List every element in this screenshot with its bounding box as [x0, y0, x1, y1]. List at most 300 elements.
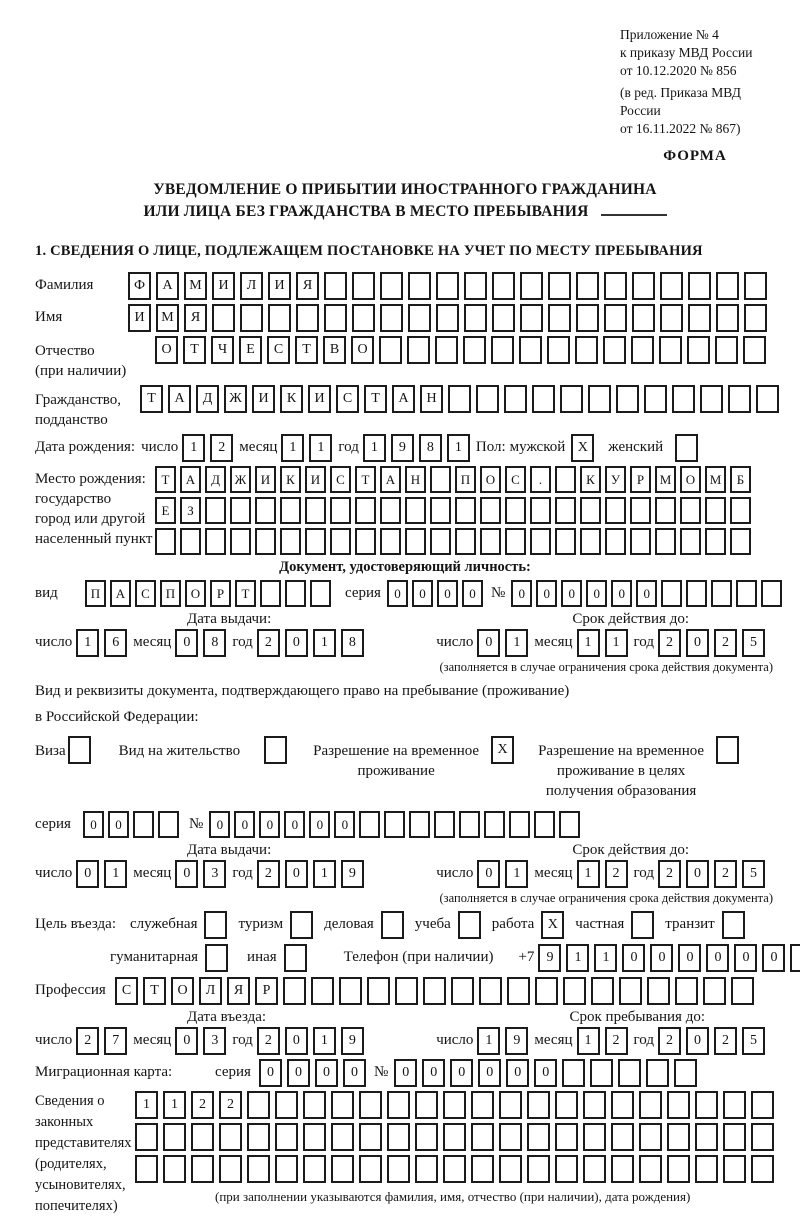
char-box[interactable] — [520, 304, 543, 332]
char-box[interactable]: 2 — [210, 434, 233, 462]
char-box[interactable] — [324, 272, 347, 300]
char-box[interactable] — [219, 1155, 242, 1183]
char-box[interactable] — [605, 497, 626, 524]
char-box[interactable] — [415, 1091, 438, 1119]
char-box[interactable]: 0 — [622, 944, 645, 972]
char-box[interactable] — [576, 272, 599, 300]
char-box[interactable] — [480, 497, 501, 524]
char-box[interactable]: 0 — [678, 944, 701, 972]
char-box[interactable] — [247, 1155, 270, 1183]
char-box[interactable]: М — [184, 272, 207, 300]
char-box[interactable] — [212, 304, 235, 332]
char-box[interactable]: 1 — [76, 629, 99, 657]
char-box[interactable] — [711, 580, 732, 607]
char-box[interactable] — [659, 336, 682, 364]
char-box[interactable] — [430, 466, 451, 493]
char-box[interactable] — [723, 1123, 746, 1151]
char-box[interactable]: Е — [239, 336, 262, 364]
char-box[interactable]: М — [655, 466, 676, 493]
char-box[interactable] — [311, 977, 334, 1005]
char-box[interactable]: Т — [364, 385, 387, 413]
char-box[interactable] — [630, 528, 651, 555]
char-box[interactable] — [435, 336, 458, 364]
char-box[interactable]: 0 — [561, 580, 582, 607]
char-box[interactable]: 0 — [309, 811, 330, 838]
char-box[interactable]: 0 — [437, 580, 458, 607]
char-box[interactable]: М — [156, 304, 179, 332]
char-box[interactable]: 3 — [203, 1027, 226, 1055]
char-box[interactable]: И — [255, 466, 276, 493]
char-box[interactable] — [616, 385, 639, 413]
char-box[interactable]: 5 — [742, 1027, 765, 1055]
char-box[interactable] — [535, 977, 558, 1005]
char-box[interactable] — [743, 336, 766, 364]
char-box[interactable] — [405, 528, 426, 555]
char-box[interactable] — [590, 1059, 613, 1087]
char-box[interactable] — [555, 1123, 578, 1151]
char-box[interactable]: 0 — [422, 1059, 445, 1087]
char-box[interactable]: Е — [155, 497, 176, 524]
char-box[interactable]: 1 — [447, 434, 470, 462]
char-box[interactable]: К — [280, 466, 301, 493]
char-box[interactable] — [703, 977, 726, 1005]
char-box[interactable]: А — [168, 385, 191, 413]
char-box[interactable] — [305, 497, 326, 524]
char-box[interactable]: Д — [205, 466, 226, 493]
char-box[interactable] — [331, 1091, 354, 1119]
char-box[interactable]: З — [180, 497, 201, 524]
char-box[interactable] — [751, 1155, 774, 1183]
char-box[interactable] — [380, 497, 401, 524]
char-box[interactable]: 0 — [343, 1059, 366, 1087]
char-box[interactable]: Р — [255, 977, 278, 1005]
char-box[interactable] — [455, 528, 476, 555]
char-box[interactable] — [247, 1091, 270, 1119]
char-box[interactable]: С — [267, 336, 290, 364]
char-box[interactable] — [603, 336, 626, 364]
char-box[interactable] — [448, 385, 471, 413]
char-box[interactable]: 1 — [135, 1091, 158, 1119]
char-box[interactable] — [563, 977, 586, 1005]
char-box[interactable]: Ф — [128, 272, 151, 300]
char-box[interactable]: 2 — [76, 1027, 99, 1055]
char-box[interactable] — [230, 497, 251, 524]
char-box[interactable] — [384, 811, 405, 838]
char-box[interactable] — [639, 1091, 662, 1119]
char-box[interactable] — [163, 1123, 186, 1151]
char-box[interactable] — [705, 497, 726, 524]
char-box[interactable]: 1 — [505, 860, 528, 888]
char-box[interactable]: Т — [140, 385, 163, 413]
char-box[interactable]: 0 — [175, 629, 198, 657]
char-box[interactable]: 9 — [341, 1027, 364, 1055]
char-box[interactable]: К — [280, 385, 303, 413]
char-box[interactable] — [667, 1123, 690, 1151]
char-box[interactable] — [605, 528, 626, 555]
char-box[interactable] — [619, 977, 642, 1005]
char-box[interactable]: М — [705, 466, 726, 493]
char-box[interactable] — [191, 1155, 214, 1183]
char-box[interactable] — [730, 528, 751, 555]
char-box[interactable] — [423, 977, 446, 1005]
char-box[interactable] — [751, 1123, 774, 1151]
char-box[interactable]: О — [480, 466, 501, 493]
char-box[interactable]: 9 — [341, 860, 364, 888]
char-box[interactable]: П — [160, 580, 181, 607]
char-box[interactable]: А — [180, 466, 201, 493]
char-box[interactable] — [504, 385, 527, 413]
char-box[interactable]: 1 — [605, 629, 628, 657]
char-box[interactable] — [331, 1155, 354, 1183]
char-box[interactable]: 2 — [257, 1027, 280, 1055]
char-box[interactable] — [700, 385, 723, 413]
char-box[interactable] — [330, 528, 351, 555]
residence-permit-checkbox[interactable] — [264, 736, 287, 764]
study-checkbox[interactable] — [458, 911, 481, 939]
char-box[interactable] — [661, 580, 682, 607]
char-box[interactable]: 0 — [650, 944, 673, 972]
char-box[interactable]: П — [455, 466, 476, 493]
char-box[interactable] — [380, 272, 403, 300]
char-box[interactable] — [591, 977, 614, 1005]
char-box[interactable] — [530, 497, 551, 524]
char-box[interactable]: 0 — [259, 1059, 282, 1087]
char-box[interactable] — [471, 1123, 494, 1151]
char-box[interactable] — [387, 1091, 410, 1119]
char-box[interactable]: Н — [405, 466, 426, 493]
char-box[interactable] — [580, 497, 601, 524]
char-box[interactable] — [632, 304, 655, 332]
char-box[interactable] — [434, 811, 455, 838]
char-box[interactable] — [505, 528, 526, 555]
char-box[interactable] — [519, 336, 542, 364]
char-box[interactable]: П — [85, 580, 106, 607]
char-box[interactable] — [491, 336, 514, 364]
char-box[interactable] — [756, 385, 779, 413]
char-box[interactable] — [588, 385, 611, 413]
char-box[interactable] — [680, 528, 701, 555]
char-box[interactable] — [583, 1155, 606, 1183]
char-box[interactable]: 7 — [104, 1027, 127, 1055]
char-box[interactable] — [736, 580, 757, 607]
char-box[interactable] — [408, 304, 431, 332]
char-box[interactable] — [355, 528, 376, 555]
char-box[interactable] — [611, 1155, 634, 1183]
transit-checkbox[interactable] — [722, 911, 745, 939]
char-box[interactable] — [723, 1091, 746, 1119]
char-box[interactable]: Р — [630, 466, 651, 493]
char-box[interactable]: Т — [183, 336, 206, 364]
char-box[interactable] — [660, 272, 683, 300]
char-box[interactable]: 0 — [394, 1059, 417, 1087]
char-box[interactable]: 2 — [658, 1027, 681, 1055]
char-box[interactable] — [330, 497, 351, 524]
char-box[interactable] — [639, 1123, 662, 1151]
char-box[interactable] — [631, 336, 654, 364]
char-box[interactable] — [359, 1123, 382, 1151]
char-box[interactable]: 1 — [313, 1027, 336, 1055]
char-box[interactable]: Л — [199, 977, 222, 1005]
char-box[interactable] — [285, 580, 306, 607]
char-box[interactable] — [672, 385, 695, 413]
char-box[interactable] — [576, 304, 599, 332]
char-box[interactable] — [352, 272, 375, 300]
char-box[interactable]: 0 — [686, 629, 709, 657]
char-box[interactable] — [688, 304, 711, 332]
char-box[interactable] — [275, 1091, 298, 1119]
char-box[interactable]: 0 — [686, 1027, 709, 1055]
char-box[interactable] — [219, 1123, 242, 1151]
char-box[interactable]: Р — [210, 580, 231, 607]
char-box[interactable] — [464, 272, 487, 300]
char-box[interactable] — [731, 977, 754, 1005]
char-box[interactable] — [303, 1123, 326, 1151]
char-box[interactable] — [155, 528, 176, 555]
char-box[interactable]: 0 — [175, 1027, 198, 1055]
char-box[interactable]: 1 — [505, 629, 528, 657]
char-box[interactable]: 0 — [234, 811, 255, 838]
char-box[interactable] — [751, 1091, 774, 1119]
char-box[interactable]: А — [110, 580, 131, 607]
char-box[interactable] — [527, 1123, 550, 1151]
char-box[interactable]: 0 — [287, 1059, 310, 1087]
char-box[interactable] — [275, 1123, 298, 1151]
char-box[interactable]: И — [268, 272, 291, 300]
char-box[interactable] — [484, 811, 505, 838]
char-box[interactable] — [205, 497, 226, 524]
char-box[interactable] — [575, 336, 598, 364]
char-box[interactable]: 0 — [762, 944, 785, 972]
char-box[interactable]: 9 — [505, 1027, 528, 1055]
char-box[interactable]: 1 — [281, 434, 304, 462]
char-box[interactable] — [247, 1123, 270, 1151]
char-box[interactable]: О — [351, 336, 374, 364]
char-box[interactable] — [430, 497, 451, 524]
char-box[interactable] — [405, 497, 426, 524]
char-box[interactable]: И — [212, 272, 235, 300]
char-box[interactable]: 0 — [611, 580, 632, 607]
char-box[interactable]: 1 — [309, 434, 332, 462]
char-box[interactable] — [451, 977, 474, 1005]
char-box[interactable]: 1 — [577, 1027, 600, 1055]
char-box[interactable] — [723, 1155, 746, 1183]
char-box[interactable]: 2 — [605, 1027, 628, 1055]
char-box[interactable] — [548, 304, 571, 332]
char-box[interactable] — [380, 304, 403, 332]
char-box[interactable]: 9 — [538, 944, 561, 972]
char-box[interactable]: 0 — [387, 580, 408, 607]
char-box[interactable] — [436, 272, 459, 300]
char-box[interactable] — [476, 385, 499, 413]
sex-female-checkbox[interactable] — [675, 434, 698, 462]
char-box[interactable]: Т — [155, 466, 176, 493]
char-box[interactable]: 0 — [108, 811, 129, 838]
char-box[interactable]: И — [305, 466, 326, 493]
char-box[interactable] — [395, 977, 418, 1005]
char-box[interactable]: 0 — [334, 811, 355, 838]
char-box[interactable] — [716, 272, 739, 300]
tourism-checkbox[interactable] — [290, 911, 313, 939]
char-box[interactable]: 0 — [586, 580, 607, 607]
char-box[interactable] — [509, 811, 530, 838]
char-box[interactable] — [158, 811, 179, 838]
char-box[interactable] — [499, 1123, 522, 1151]
char-box[interactable]: 0 — [511, 580, 532, 607]
char-box[interactable] — [268, 304, 291, 332]
char-box[interactable]: И — [128, 304, 151, 332]
char-box[interactable]: 1 — [566, 944, 589, 972]
sex-male-checkbox[interactable]: X — [571, 434, 594, 462]
char-box[interactable]: С — [505, 466, 526, 493]
char-box[interactable] — [180, 528, 201, 555]
char-box[interactable]: У — [605, 466, 626, 493]
char-box[interactable] — [230, 528, 251, 555]
char-box[interactable] — [415, 1155, 438, 1183]
char-box[interactable] — [562, 1059, 585, 1087]
char-box[interactable] — [583, 1091, 606, 1119]
char-box[interactable] — [611, 1091, 634, 1119]
char-box[interactable] — [647, 977, 670, 1005]
char-box[interactable] — [407, 336, 430, 364]
char-box[interactable] — [530, 528, 551, 555]
char-box[interactable]: 0 — [478, 1059, 501, 1087]
char-box[interactable] — [680, 497, 701, 524]
char-box[interactable] — [492, 272, 515, 300]
char-box[interactable] — [687, 336, 710, 364]
char-box[interactable]: 5 — [742, 860, 765, 888]
char-box[interactable]: В — [323, 336, 346, 364]
char-box[interactable] — [555, 1091, 578, 1119]
char-box[interactable] — [436, 304, 459, 332]
char-box[interactable]: Т — [143, 977, 166, 1005]
char-box[interactable]: А — [156, 272, 179, 300]
char-box[interactable]: 0 — [285, 860, 308, 888]
visa-checkbox[interactable] — [68, 736, 91, 764]
char-box[interactable] — [675, 977, 698, 1005]
char-box[interactable] — [507, 977, 530, 1005]
char-box[interactable] — [255, 528, 276, 555]
char-box[interactable] — [555, 466, 576, 493]
char-box[interactable] — [280, 497, 301, 524]
char-box[interactable]: Т — [295, 336, 318, 364]
private-checkbox[interactable] — [631, 911, 654, 939]
char-box[interactable]: 5 — [742, 629, 765, 657]
char-box[interactable]: 2 — [658, 860, 681, 888]
char-box[interactable] — [480, 528, 501, 555]
char-box[interactable] — [359, 811, 380, 838]
char-box[interactable]: 0 — [284, 811, 305, 838]
char-box[interactable] — [761, 580, 782, 607]
char-box[interactable] — [283, 977, 306, 1005]
char-box[interactable]: 2 — [191, 1091, 214, 1119]
char-box[interactable] — [296, 304, 319, 332]
char-box[interactable]: 2 — [605, 860, 628, 888]
char-box[interactable]: 0 — [76, 860, 99, 888]
char-box[interactable] — [655, 528, 676, 555]
char-box[interactable] — [455, 497, 476, 524]
char-box[interactable]: Л — [240, 272, 263, 300]
char-box[interactable] — [716, 304, 739, 332]
char-box[interactable]: Я — [227, 977, 250, 1005]
char-box[interactable] — [555, 497, 576, 524]
char-box[interactable]: 0 — [175, 860, 198, 888]
char-box[interactable] — [639, 1155, 662, 1183]
char-box[interactable]: 2 — [658, 629, 681, 657]
char-box[interactable]: Ж — [224, 385, 247, 413]
char-box[interactable] — [674, 1059, 697, 1087]
char-box[interactable] — [660, 304, 683, 332]
char-box[interactable] — [655, 497, 676, 524]
char-box[interactable]: 3 — [203, 860, 226, 888]
char-box[interactable] — [728, 385, 751, 413]
char-box[interactable] — [359, 1155, 382, 1183]
char-box[interactable]: 0 — [477, 629, 500, 657]
char-box[interactable] — [744, 272, 767, 300]
char-box[interactable] — [463, 336, 486, 364]
char-box[interactable] — [580, 528, 601, 555]
char-box[interactable]: 0 — [412, 580, 433, 607]
char-box[interactable] — [604, 272, 627, 300]
char-box[interactable]: 0 — [450, 1059, 473, 1087]
char-box[interactable]: Т — [235, 580, 256, 607]
char-box[interactable] — [359, 1091, 382, 1119]
char-box[interactable]: 0 — [534, 1059, 557, 1087]
char-box[interactable]: Я — [184, 304, 207, 332]
char-box[interactable]: 0 — [636, 580, 657, 607]
char-box[interactable]: Б — [730, 466, 751, 493]
char-box[interactable]: С — [330, 466, 351, 493]
char-box[interactable] — [555, 528, 576, 555]
char-box[interactable] — [339, 977, 362, 1005]
char-box[interactable] — [604, 304, 627, 332]
char-box[interactable]: Д — [196, 385, 219, 413]
char-box[interactable] — [303, 1155, 326, 1183]
char-box[interactable] — [667, 1091, 690, 1119]
char-box[interactable] — [499, 1155, 522, 1183]
char-box[interactable] — [240, 304, 263, 332]
char-box[interactable]: 0 — [506, 1059, 529, 1087]
char-box[interactable]: 0 — [706, 944, 729, 972]
char-box[interactable] — [310, 580, 331, 607]
char-box[interactable]: Т — [355, 466, 376, 493]
char-box[interactable] — [352, 304, 375, 332]
char-box[interactable]: 0 — [462, 580, 483, 607]
char-box[interactable]: С — [135, 580, 156, 607]
char-box[interactable] — [667, 1155, 690, 1183]
char-box[interactable] — [408, 272, 431, 300]
char-box[interactable] — [135, 1155, 158, 1183]
char-box[interactable]: 8 — [341, 629, 364, 657]
char-box[interactable]: 1 — [104, 860, 127, 888]
char-box[interactable] — [379, 336, 402, 364]
char-box[interactable] — [560, 385, 583, 413]
char-box[interactable]: Ч — [211, 336, 234, 364]
char-box[interactable] — [260, 580, 281, 607]
char-box[interactable] — [471, 1155, 494, 1183]
char-box[interactable] — [443, 1091, 466, 1119]
char-box[interactable] — [527, 1155, 550, 1183]
char-box[interactable]: 0 — [686, 860, 709, 888]
other-checkbox[interactable] — [284, 944, 307, 972]
char-box[interactable] — [611, 1123, 634, 1151]
char-box[interactable]: 1 — [313, 629, 336, 657]
char-box[interactable]: И — [308, 385, 331, 413]
char-box[interactable]: 1 — [313, 860, 336, 888]
char-box[interactable] — [532, 385, 555, 413]
char-box[interactable] — [688, 272, 711, 300]
char-box[interactable] — [479, 977, 502, 1005]
char-box[interactable]: 1 — [594, 944, 617, 972]
